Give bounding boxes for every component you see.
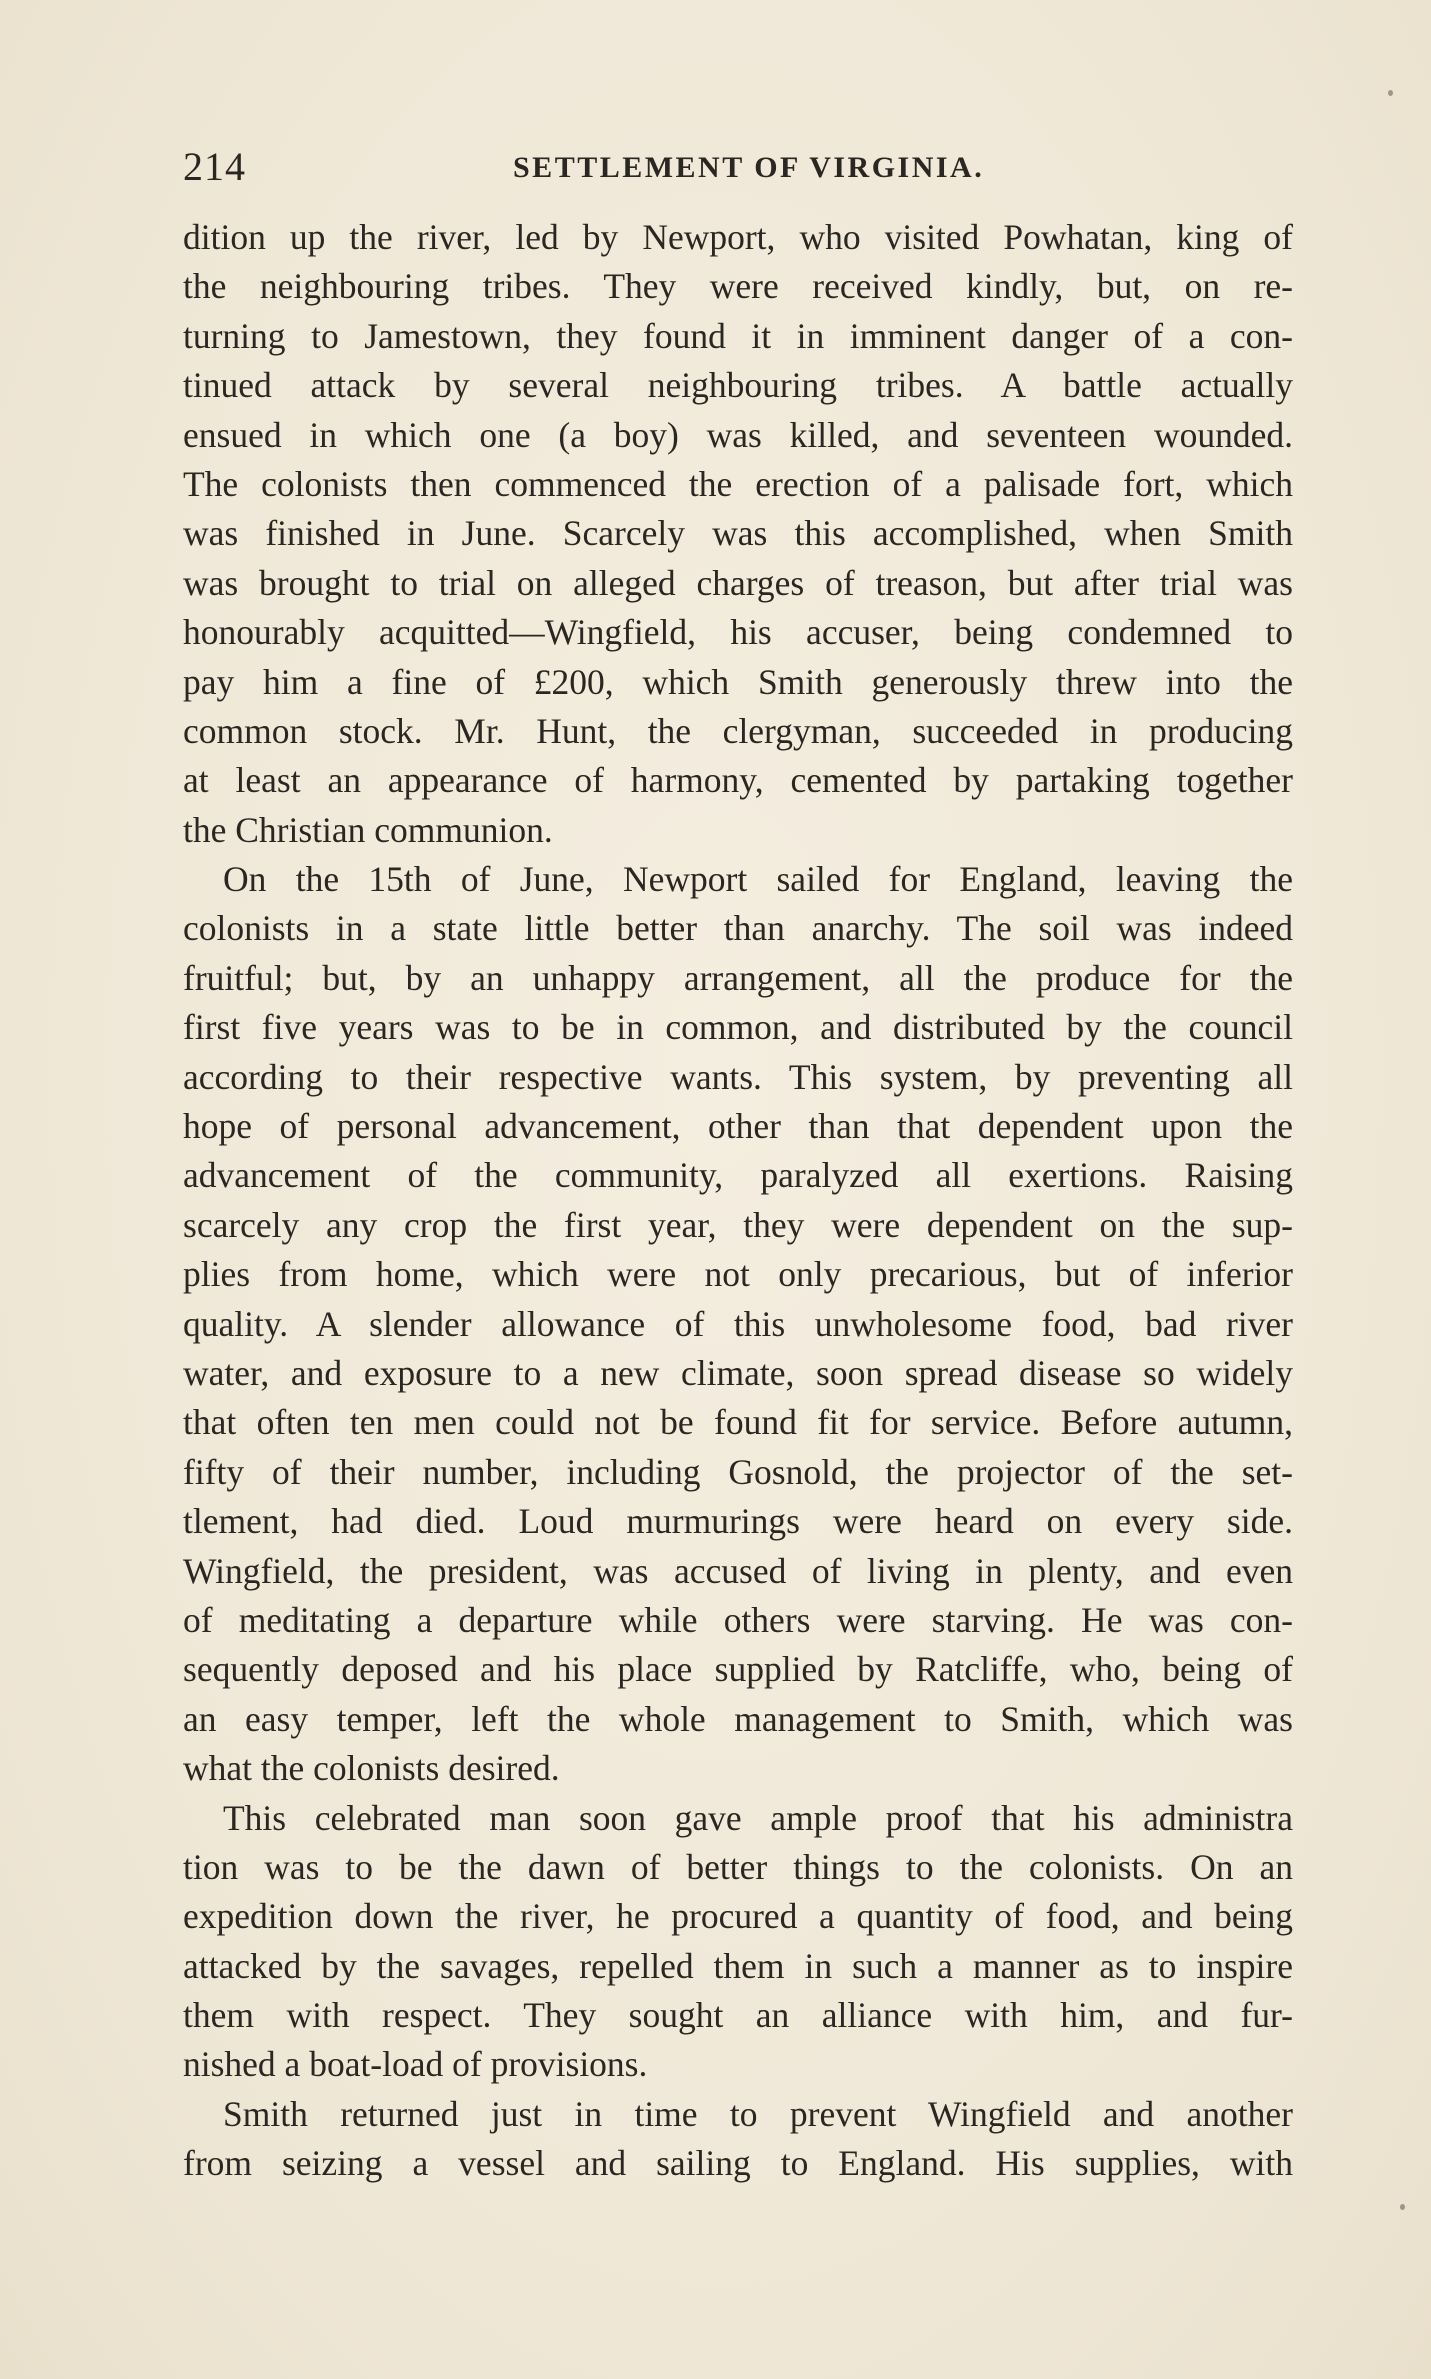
text-line: This celebrated man soon gave ample proof that his administra xyxy=(223,1797,1293,1838)
text-line: pay him a fine of £200, which Smith generously threw into the xyxy=(183,661,1293,702)
text-line: expedition down the river, he procured a quantity of food, and being xyxy=(183,1896,1293,1937)
paper-speck xyxy=(1388,90,1393,96)
text-line: tinued attack by several neighbouring tribes. A battle actually xyxy=(183,365,1293,406)
text-line: what the colonists desired. xyxy=(183,1748,560,1789)
text-line: honourably acquitted—Wingfield, his accuser, being condemned to xyxy=(183,612,1293,653)
text-line: colonists in a state little better than anarchy. The soil was indeed xyxy=(183,908,1293,949)
text-line: On the 15th of June, Newport sailed for England, leaving the xyxy=(223,859,1293,900)
text-line: quality. A slender allowance of this unwholesome food, bad river xyxy=(183,1303,1293,1344)
text-line: ensued in which one (a boy) was killed, and seventeen wounded. xyxy=(183,414,1293,455)
text-line: Wingfield, the president, was accused of living in plenty, and even xyxy=(183,1550,1293,1591)
paragraph xyxy=(183,2090,1293,2189)
text-line: hope of personal advancement, other than that dependent upon the xyxy=(183,1106,1293,1147)
text-line: the neighbouring tribes. They were received kindly, but, on re- xyxy=(183,266,1293,307)
text-line: was brought to trial on alleged charges of treason, but after trial was xyxy=(183,562,1293,603)
running-head: SETTLEMENT OF VIRGINIA. xyxy=(513,151,985,184)
text-line: of meditating a departure while others were starving. He was con- xyxy=(183,1599,1293,1640)
text-line: The colonists then commenced the erection of a palisade fort, which xyxy=(183,463,1293,504)
text-line: nished a boat-load of provisions. xyxy=(183,2044,648,2085)
text-line: an easy temper, left the whole management to Smith, which was xyxy=(183,1698,1293,1739)
text-line: dition up the river, led by Newport, who visited Powhatan, king of xyxy=(183,217,1293,257)
text-line: plies from home, which were not only precarious, but of inferior xyxy=(183,1254,1293,1295)
page-number: 214 xyxy=(183,144,246,189)
paragraph xyxy=(183,213,1293,855)
text-line: first five years was to be in common, and distributed by the council xyxy=(183,1007,1293,1048)
paragraph xyxy=(183,855,1293,1793)
text-line: water, and exposure to a new climate, soon spread disease so widely xyxy=(183,1352,1293,1393)
text-line: advancement of the community, paralyzed all exertions. Raising xyxy=(183,1155,1293,1196)
text-line: sequently deposed and his place supplied by Ratcliffe, who, being of xyxy=(183,1649,1293,1690)
paragraph xyxy=(183,1794,1293,2090)
text-line: tion was to be the dawn of better things to the colonists. On an xyxy=(183,1846,1293,1887)
text-line: turning to Jamestown, they found it in imminent danger of a con- xyxy=(183,315,1293,356)
text-line: scarcely any crop the first year, they were dependent on the sup- xyxy=(183,1204,1293,1245)
text-line: fifty of their number, including Gosnold, the projector of the set- xyxy=(183,1451,1293,1492)
text-line: attacked by the savages, repelled them in such a manner as to inspire xyxy=(183,1945,1293,1986)
text-line: from seizing a vessel and sailing to England. His supplies, with xyxy=(183,2143,1293,2184)
paper-speck xyxy=(1400,2204,1405,2210)
text-line: according to their respective wants. This system, by preventing all xyxy=(183,1056,1293,1097)
text-line: tlement, had died. Loud murmurings were heard on every side. xyxy=(183,1501,1293,1542)
text-line: them with respect. They sought an alliance with him, and fur- xyxy=(183,1995,1293,2036)
text-line: the Christian communion. xyxy=(183,809,553,850)
text-line: common stock. Mr. Hunt, the clergyman, succeeded in producing xyxy=(183,710,1293,751)
text-line: fruitful; but, by an unhappy arrangement, all the produce for the xyxy=(183,957,1293,998)
page-header xyxy=(183,142,1283,192)
body-text xyxy=(183,213,1293,2189)
text-line: Smith returned just in time to prevent Wingfield and another xyxy=(223,2093,1293,2134)
text-line: was finished in June. Scarcely was this accomplished, when Smith xyxy=(183,513,1293,554)
text-line: at least an appearance of harmony, cemented by partaking together xyxy=(183,760,1293,801)
text-line: that often ten men could not be found fit for service. Before autumn, xyxy=(183,1402,1293,1443)
